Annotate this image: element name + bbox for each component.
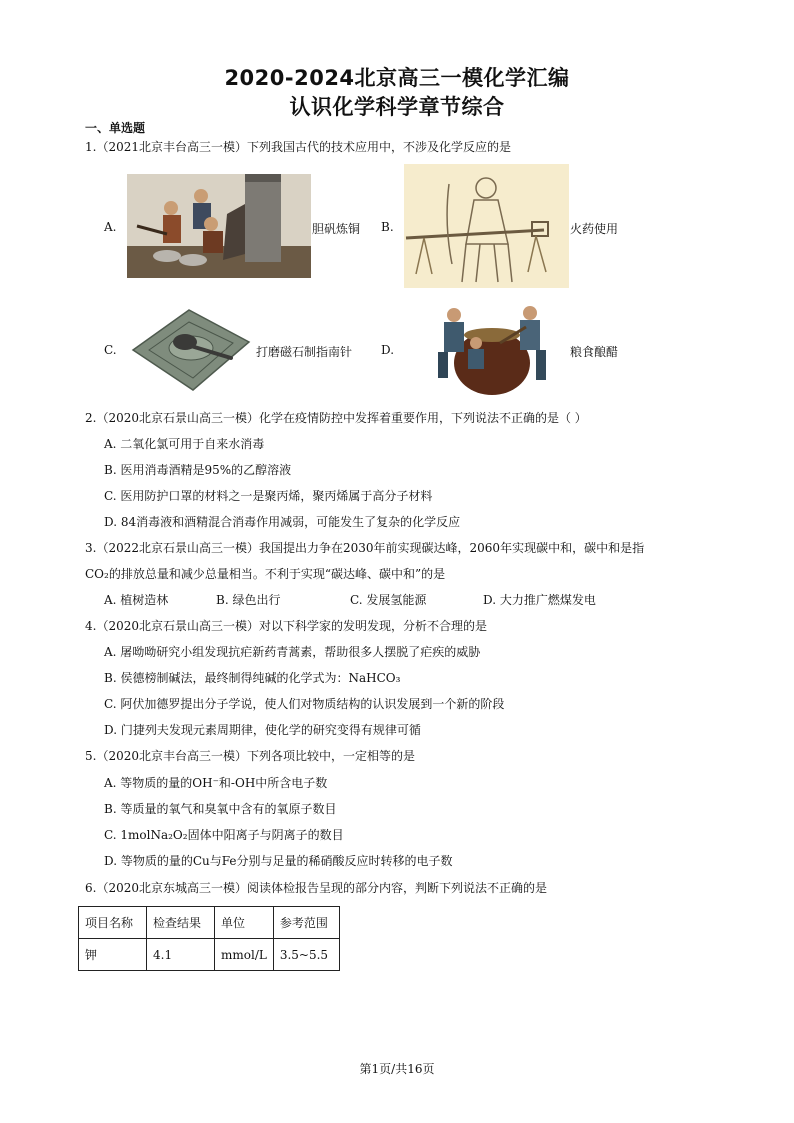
q4-option-c: C. 阿伏加德罗提出分子学说，使人们对物质结构的认识发展到一个新的阶段	[104, 697, 505, 711]
q4-option-d: D. 门捷列夫发现元素周期律，使化学的研究变得有规律可循	[104, 723, 421, 737]
table-header-cell: 检查结果	[147, 907, 215, 939]
q1-option-d-text: 粮食酿醋	[570, 345, 619, 359]
q1-option-c-letter: C.	[104, 343, 117, 357]
q1-option-b-letter: B.	[381, 220, 394, 234]
q3-option-c: C. 发展氢能源	[350, 593, 427, 607]
q5-option-b: B. 等质量的氧气和臭氧中含有的氧原子数目	[104, 802, 337, 816]
question-5-stem: 5.（2020北京丰台高三一模）下列各项比较中，一定相等的是	[85, 749, 415, 763]
q5-option-d: D. 等物质的量的Cu与Fe分别与足量的稀硝酸反应时转移的电子数	[104, 854, 453, 868]
q1-image-vinegar-brewing	[430, 297, 556, 399]
table-cell: mmol/L	[215, 939, 274, 971]
q1-option-a-letter: A.	[104, 220, 117, 234]
table-header-cell: 单位	[215, 907, 274, 939]
section-heading: 一、单选题	[85, 121, 146, 135]
q3-option-b: B. 绿色出行	[216, 593, 281, 607]
question-4-stem: 4.（2020北京石景山高三一模）对以下科学家的发明发现，分析不合理的是	[85, 619, 487, 633]
table-cell: 3.5~5.5	[273, 939, 339, 971]
health-report-table	[78, 906, 340, 971]
q1-image-copper-smelting	[127, 174, 311, 278]
table-header-row	[79, 907, 340, 939]
q4-option-a: A. 屠呦呦研究小组发现抗疟新药青蒿素，帮助很多人摆脱了疟疾的威胁	[104, 645, 481, 659]
question-1-stem: 1.（2021北京丰台高三一模）下列我国古代的技术应用中，不涉及化学反应的是	[85, 140, 511, 154]
q1-option-a-text: 胆矾炼铜	[312, 222, 361, 236]
question-3-stem-line1: 3.（2022北京石景山高三一模）我国提出力争在2030年前实现碳达峰，2060年实现碳中和，碳中和是指	[85, 541, 645, 555]
table-header-cell: 参考范围	[273, 907, 339, 939]
q3-option-d: D. 大力推广燃煤发电	[483, 593, 596, 607]
q4-option-b: B. 侯德榜制碱法，最终制得纯碱的化学式为：NaHCO₃	[104, 671, 401, 685]
q1-option-b-text: 火药使用	[570, 222, 619, 236]
q1-image-compass	[127, 302, 255, 398]
question-6-stem: 6.（2020北京东城高三一模）阅读体检报告呈现的部分内容，判断下列说法不正确的是	[85, 881, 547, 895]
q2-option-b: B. 医用消毒酒精是95%的乙醇溶液	[104, 463, 292, 477]
q5-option-a: A. 等物质的量的OH⁻和-OH中所含电子数	[104, 776, 328, 790]
q1-option-d-letter: D.	[381, 343, 395, 357]
table-header-cell: 项目名称	[79, 907, 147, 939]
page-footer: 第1页/共16页	[359, 1062, 435, 1076]
document-subtitle: 认识化学科学章节综合	[289, 95, 505, 119]
q1-image-gunpowder-warrior	[404, 164, 569, 288]
q2-option-a: A. 二氧化氯可用于自来水消毒	[104, 437, 265, 451]
q2-option-d: D. 84消毒液和酒精混合消毒作用减弱，可能发生了复杂的化学反应	[104, 515, 461, 529]
table-cell: 4.1	[147, 939, 215, 971]
document-title: 2020-2024北京高三一模化学汇编	[224, 66, 570, 90]
q1-option-c-text: 打磨磁石制指南针	[256, 345, 353, 359]
question-3-stem-line2: CO₂的排放总量和减少总量相当。不利于实现“碳达峰、碳中和”的是	[85, 567, 446, 581]
q3-option-a: A. 植树造林	[104, 593, 169, 607]
q2-option-c: C. 医用防护口罩的材料之一是聚丙烯，聚丙烯属于高分子材料	[104, 489, 433, 503]
table-cell: 钾	[79, 939, 147, 971]
q5-option-c: C. 1molNa₂O₂固体中阳离子与阴离子的数目	[104, 828, 344, 842]
question-2-stem: 2.（2020北京石景山高三一模）化学在疫情防控中发挥着重要作用，下列说法不正确的是（ ）	[85, 411, 587, 425]
table-row	[79, 939, 340, 971]
